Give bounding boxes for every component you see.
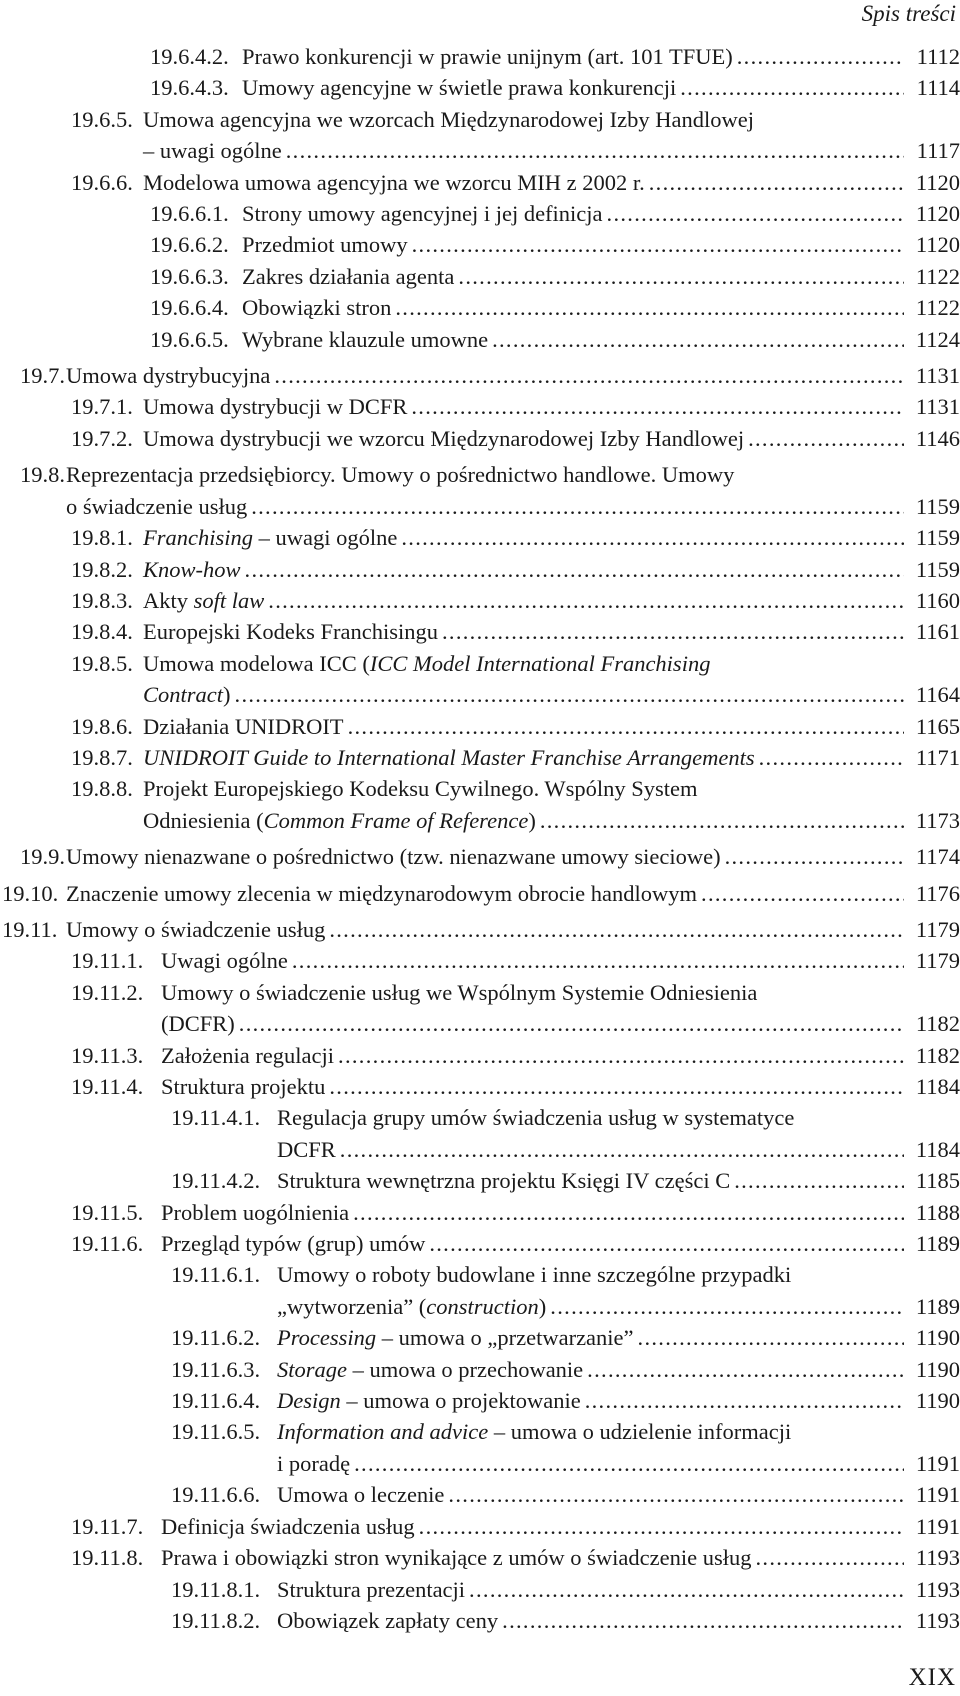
toc-entry-number: 19.6.6.5. — [150, 326, 229, 352]
dot-leader — [401, 522, 904, 553]
toc-entry-title: „wytworzenia” (construction) — [277, 1293, 547, 1319]
dot-leader — [469, 1574, 904, 1605]
toc-page-number: 1179 — [915, 948, 960, 974]
toc-page-number: 1193 — [915, 1607, 960, 1633]
toc-entry-title: Projekt Europejskiego Kodeksu Cywilnego. Wspólny System — [143, 776, 698, 802]
toc-entry-number: 19.11.5. — [71, 1199, 144, 1225]
dot-leader — [411, 391, 904, 422]
toc-entry-title: Odniesienia (Common Frame of Reference) — [143, 807, 536, 833]
toc-entry-number: 19.11.8.1. — [171, 1576, 261, 1602]
toc-entry — [0, 878, 960, 909]
toc-entry-number: 19.11.6.3. — [171, 1356, 261, 1382]
toc-page-number: 1131 — [915, 363, 960, 389]
toc-entry-title: Umowa dystrybucji w DCFR — [143, 394, 408, 420]
toc-entry-title: Know-how — [143, 556, 241, 582]
toc-entry-number: 19.6.5. — [71, 106, 133, 132]
toc-entry — [0, 1354, 960, 1385]
toc-entry-number: 19.6.6. — [71, 169, 133, 195]
toc-page-number: 1174 — [915, 844, 960, 870]
toc-entry — [0, 292, 960, 323]
dot-leader — [755, 1542, 904, 1573]
dot-leader — [286, 135, 904, 166]
toc-page-number: 1171 — [915, 744, 960, 770]
toc-entry-title: Contract) — [143, 682, 231, 708]
toc-entry-title: Prawa i obowiązki stron wynikające z umów o świadczenie usług — [161, 1545, 752, 1571]
toc-page-number: 1184 — [915, 1074, 960, 1099]
toc-entry — [0, 1322, 960, 1353]
toc-page-number: 1190 — [915, 1388, 960, 1414]
toc-page-number: 1190 — [915, 1325, 960, 1351]
toc-entry-title: Akty soft law — [143, 587, 265, 613]
toc-entry-title: Umowa o leczenie — [277, 1482, 445, 1508]
toc-entry — [0, 1385, 960, 1416]
dot-leader — [239, 1008, 904, 1039]
dot-leader — [429, 1228, 904, 1259]
toc-entry-title: Obowiązek zapłaty ceny — [277, 1607, 499, 1633]
toc-entry-number: 19.11.8. — [71, 1545, 144, 1571]
toc-entry — [0, 1165, 960, 1196]
toc-page-number: 1122 — [915, 295, 960, 321]
toc-entry-title: Struktura wewnętrzna projektu Księgi IV części C — [277, 1168, 731, 1194]
toc-entry — [0, 1228, 960, 1259]
dot-leader — [292, 945, 904, 976]
toc-entry — [0, 198, 960, 229]
dot-leader — [759, 742, 904, 773]
toc-entry-title: Umowa dystrybucyjna — [66, 363, 271, 389]
toc-entry — [0, 41, 960, 72]
toc-page-number: 1173 — [915, 807, 960, 833]
toc-page-number: 1164 — [915, 682, 960, 708]
toc-entry-number: 19.11.3. — [71, 1042, 144, 1068]
toc-entry — [0, 742, 960, 773]
dot-leader — [748, 423, 904, 454]
toc-entry — [0, 585, 960, 616]
toc-page-number: 1112 — [916, 44, 960, 69]
toc-entry — [0, 522, 960, 553]
toc-entry-number: 19.6.6.1. — [150, 201, 229, 227]
toc-page-number: 1159 — [915, 556, 960, 582]
toc-entry — [0, 167, 960, 198]
toc-page-number: 1160 — [915, 587, 960, 613]
dot-leader — [458, 261, 904, 292]
toc-entry — [0, 1511, 960, 1542]
dot-leader — [540, 805, 904, 836]
toc-entry-title: Działania UNIDROIT — [143, 713, 344, 739]
toc-page-number: 1117 — [916, 138, 960, 164]
toc-page-number: 1114 — [916, 75, 960, 101]
toc-page-number: 1159 — [915, 525, 960, 551]
toc-entry-number: 19.11.6.1. — [171, 1262, 261, 1288]
toc-entry-title: Zakres działania agenta — [242, 263, 455, 289]
toc-entry-number: 19.8.5. — [71, 650, 133, 676]
toc-page-number: 1179 — [915, 916, 960, 942]
toc-entry — [0, 1574, 960, 1605]
toc-entry-number: 19.8.2. — [71, 556, 133, 582]
toc-entry — [0, 391, 960, 422]
toc-entry-title: Prawo konkurencji w prawie unijnym (art. 101 TFUE) — [242, 44, 733, 69]
toc-entry-number: 19.6.6.2. — [150, 232, 229, 258]
toc-entry-number: 19.10. — [2, 880, 59, 906]
toc-entry-number: 19.11.4.2. — [171, 1168, 261, 1194]
toc-entry-number: 19.11.4. — [71, 1074, 144, 1099]
toc-page-number: 1191 — [915, 1482, 960, 1508]
toc-entry — [0, 459, 960, 522]
dot-leader — [419, 1511, 904, 1542]
toc-entry-number: 19.11.7. — [71, 1513, 144, 1539]
toc-entry-number: 19.8.3. — [71, 587, 133, 613]
toc-entry-number: 19.11.6.6. — [171, 1482, 261, 1508]
toc-entry — [0, 841, 960, 872]
toc-entry — [0, 104, 960, 167]
toc-entry-title: Europejski Kodeks Franchisingu — [143, 619, 438, 645]
dot-leader — [354, 1448, 904, 1479]
toc-entry — [0, 945, 960, 976]
toc-entry — [0, 554, 960, 585]
dot-leader — [492, 324, 904, 355]
toc-page-number: 1120 — [915, 169, 960, 195]
toc-page-number: 1191 — [915, 1513, 960, 1539]
toc-entry-number: 19.6.6.3. — [150, 263, 229, 289]
toc-entry-title: Założenia regulacji — [161, 1042, 335, 1068]
toc-entry-number: 19.6.4.2. — [150, 44, 229, 69]
toc-entry-number: 19.11.8.2. — [171, 1607, 261, 1633]
toc-entry-number: 19.8.7. — [71, 744, 133, 770]
toc-entry-title: Przegląd typów (grup) umów — [161, 1231, 426, 1257]
toc-entry-title: – uwagi ogólne — [143, 138, 282, 164]
dot-leader — [412, 229, 904, 260]
dot-leader — [502, 1605, 904, 1636]
dot-leader — [245, 554, 904, 585]
toc-entry-title: i poradę — [277, 1450, 351, 1476]
toc-entry-title: Franchising – uwagi ogólne — [143, 525, 398, 551]
toc-entry-title: Reprezentacja przedsiębiorcy. Umowy o pośrednictwo handlowe. Umowy — [66, 462, 735, 488]
dot-leader — [338, 1040, 904, 1071]
toc-entry-title: UNIDROIT Guide to International Master Franchise Arrangements — [143, 744, 755, 770]
toc-entry-number: 19.9. — [20, 844, 65, 870]
toc-entry-title: Strony umowy agencyjnej i jej definicja — [242, 201, 603, 227]
toc-entry — [0, 1605, 960, 1636]
dot-leader — [448, 1479, 904, 1510]
toc-entry — [0, 616, 960, 647]
page-number: XIX — [908, 1664, 956, 1691]
dot-leader — [550, 1291, 904, 1322]
toc-entry — [0, 1479, 960, 1510]
toc-entry-number: 19.11.6.4. — [171, 1388, 261, 1414]
toc-page-number: 1131 — [915, 394, 960, 420]
dot-leader — [329, 914, 904, 945]
toc-page-number: 1122 — [915, 263, 960, 289]
toc-entry-title: Przedmiot umowy — [242, 232, 408, 258]
toc-entry-number: 19.8.8. — [71, 776, 133, 802]
running-header: Spis treści — [861, 1, 956, 26]
dot-leader — [734, 1165, 904, 1196]
toc-entry-number: 19.11.1. — [71, 948, 144, 974]
toc-entry-title: Processing – umowa o „przetwarzanie” — [277, 1325, 634, 1351]
dot-leader — [607, 198, 904, 229]
table-of-contents — [0, 41, 960, 1636]
toc-page-number: 1185 — [915, 1168, 960, 1194]
toc-page-number: 1191 — [915, 1450, 960, 1476]
toc-entry — [0, 229, 960, 260]
toc-page-number: 1124 — [915, 326, 960, 352]
toc-entry-title: Struktura projektu — [161, 1074, 326, 1099]
toc-entry — [0, 1259, 960, 1322]
dot-leader — [649, 167, 904, 198]
toc-entry — [0, 711, 960, 742]
toc-entry-title: Regulacja grupy umów świadczenia usług w systematyce — [277, 1105, 795, 1131]
toc-entry-title: Obowiązki stron — [242, 295, 392, 321]
toc-entry — [0, 648, 960, 711]
toc-entry-title: Umowy o świadczenie usług — [66, 916, 326, 942]
dot-leader — [587, 1354, 904, 1385]
toc-page-number: 1182 — [915, 1042, 960, 1068]
toc-entry — [0, 977, 960, 1040]
toc-entry-title: DCFR — [277, 1136, 336, 1162]
toc-entry-number: 19.8.4. — [71, 619, 133, 645]
toc-entry — [0, 1040, 960, 1071]
toc-entry — [0, 360, 960, 391]
toc-entry-title: Problem uogólnienia — [161, 1199, 350, 1225]
toc-entry-title: Wybrane klauzule umowne — [242, 326, 489, 352]
toc-entry-title: Umowa dystrybucji we wzorcu Międzynarodowej Izby Handlowej — [143, 425, 745, 451]
toc-entry-title: Uwagi ogólne — [161, 948, 288, 974]
toc-page-number: 1188 — [915, 1199, 960, 1225]
toc-page-number: 1165 — [915, 713, 960, 739]
toc-entry — [0, 773, 960, 836]
toc-entry-number: 19.11.6.2. — [171, 1325, 261, 1351]
dot-leader — [268, 585, 904, 616]
toc-entry — [0, 1197, 960, 1228]
dot-leader — [353, 1197, 904, 1228]
toc-entry-title: o świadczenie usług — [66, 493, 248, 519]
toc-page-number: 1176 — [915, 880, 960, 906]
toc-page-number: 1193 — [915, 1545, 960, 1571]
toc-entry-title: Umowy o świadczenie usług we Wspólnym Systemie Odniesienia — [161, 979, 758, 1005]
toc-entry — [0, 423, 960, 454]
toc-entry-number: 19.11.2. — [71, 979, 144, 1005]
toc-page-number: 1120 — [915, 232, 960, 258]
dot-leader — [340, 1134, 904, 1165]
dot-leader — [442, 616, 904, 647]
toc-entry-number: 19.6.4.3. — [150, 75, 229, 101]
toc-page-number: 1189 — [915, 1293, 960, 1319]
toc-entry-title: Modelowa umowa agencyjna we wzorcu MIH z 2002 r. — [143, 169, 645, 195]
toc-entry-number: 19.7.1. — [71, 394, 133, 420]
toc-entry — [0, 914, 960, 945]
toc-page-number: 1159 — [915, 493, 960, 519]
toc-entry — [0, 1102, 960, 1165]
toc-page-number: 1184 — [915, 1136, 960, 1162]
toc-page-number: 1120 — [915, 201, 960, 227]
dot-leader — [395, 292, 904, 323]
toc-page-number: 1189 — [915, 1231, 960, 1257]
toc-entry-number: 19.11.4.1. — [171, 1105, 261, 1131]
dot-leader — [251, 491, 904, 522]
toc-entry-number: 19.11. — [2, 916, 58, 942]
toc-entry — [0, 324, 960, 355]
toc-entry-title: Umowy nienazwane o pośrednictwo (tzw. nienazwane umowy sieciowe) — [66, 844, 721, 870]
toc-page-number: 1161 — [915, 619, 960, 645]
toc-entry-title: Umowa agencyjna we wzorcach Międzynarodowej Izby Handlowej — [143, 106, 755, 132]
toc-entry-title: Umowa modelowa ICC (ICC Model International Franchising — [143, 650, 711, 676]
toc-entry — [0, 1416, 960, 1479]
dot-leader — [701, 878, 904, 909]
toc-entry-title: (DCFR) — [161, 1011, 235, 1037]
dot-leader — [348, 711, 904, 742]
toc-entry-title: Struktura prezentacji — [277, 1576, 466, 1602]
toc-page-number: 1190 — [915, 1356, 960, 1382]
toc-entry-title: Storage – umowa o przechowanie — [277, 1356, 584, 1382]
toc-entry-title: Umowy o roboty budowlane i inne szczególne przypadki — [277, 1262, 792, 1288]
toc-entry — [0, 1071, 960, 1102]
dot-leader — [725, 841, 904, 872]
toc-entry-number: 19.11.6. — [71, 1231, 144, 1257]
toc-entry-number: 19.8.6. — [71, 713, 133, 739]
toc-entry-title: Information and advice – umowa o udzielenie informacji — [277, 1419, 792, 1445]
dot-leader — [585, 1385, 904, 1416]
toc-entry — [0, 72, 960, 103]
toc-page-number: 1182 — [915, 1011, 960, 1037]
toc-entry-title: Znaczenie umowy zlecenia w międzynarodowym obrocie handlowym — [66, 880, 698, 906]
toc-entry — [0, 1542, 960, 1573]
dot-leader — [638, 1322, 904, 1353]
toc-entry-title: Design – umowa o projektowanie — [277, 1388, 581, 1414]
dot-leader — [329, 1071, 904, 1102]
toc-entry-number: 19.7. — [20, 363, 65, 389]
toc-entry-title: Umowy agencyjne w świetle prawa konkurencji — [242, 75, 677, 101]
dot-leader — [737, 41, 904, 72]
toc-entry-number: 19.7.2. — [71, 425, 133, 451]
toc-entry-number: 19.8.1. — [71, 525, 133, 551]
dot-leader — [274, 360, 904, 391]
toc-entry-number: 19.11.6.5. — [171, 1419, 261, 1445]
toc-page-number: 1193 — [915, 1576, 960, 1602]
toc-entry — [0, 261, 960, 292]
dot-leader — [680, 72, 904, 103]
dot-leader — [235, 679, 904, 710]
toc-entry-title: Definicja świadczenia usług — [161, 1513, 415, 1539]
toc-entry-number: 19.8. — [20, 462, 65, 488]
toc-entry-number: 19.6.6.4. — [150, 295, 229, 321]
toc-page-number: 1146 — [915, 425, 960, 451]
